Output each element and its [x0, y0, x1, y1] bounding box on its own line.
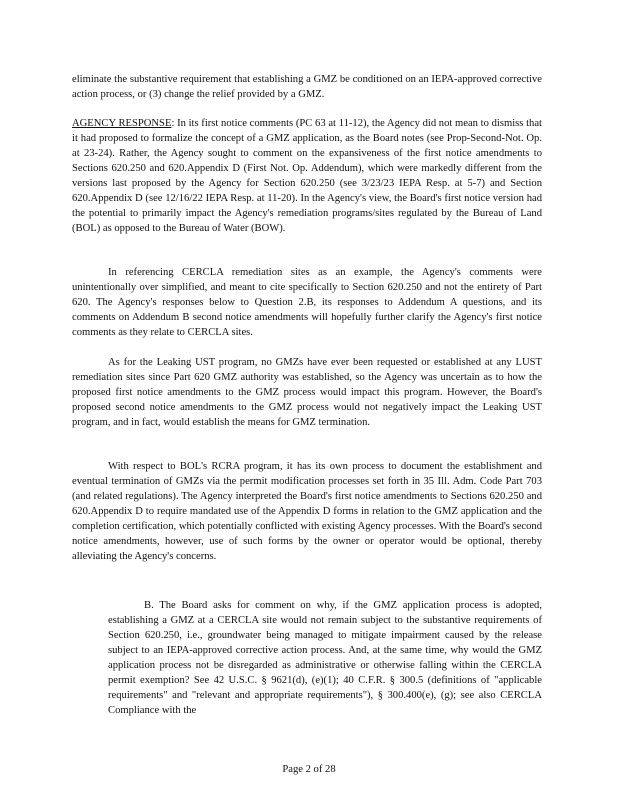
agency-response-paragraph	[72, 116, 542, 236]
agency-response-heading: AGENCY RESPONSE	[72, 118, 172, 129]
cercla-paragraph: In referencing CERCLA remediation sites as an example, the Agency's comments were unintentionally over simplified, and meant to cite specifically to Section 620.250 and not the entirety of Part 620. The Agency's responses below to Question 2.B, its responses to Addendum A questions, and its comments on Addendum B second notice amendments will hopefully further clarify the Agency's first notice comments as they relate to CERCLA sites.	[72, 267, 542, 338]
page-number: Page 2 of 28	[282, 764, 336, 775]
question-b-paragraph: B. The Board asks for comment on why, if the GMZ application process is adopted, establishing a GMZ at a CERCLA site would not remain subject to the substantive requirements of Section 620.250, i.e., groundwater being managed to mitigate impairment caused by the release subject to an IEPA-approved corrective action process. And, at the same time, why would the GMZ application process not be disregarded as administrative or otherwise falling within the CERCLA permit exemption? See 42 U.S.C. § 9621(d), (e)(1); 40 C.F.R. § 300.5 (definitions of "applicable requirements" and "relevant and appropriate requirements"), § 300.400(e), (g); see also CERCLA Compliance with the	[108, 600, 542, 716]
agency-response-text: : In its first notice comments (PC 63 at 11-12), the Agency did not mean to dismiss that it had proposed to formalize the concept of a GMZ application, as the Board notes (see Prop-Second-Not. Op. at 23-24). Rather, the Agency sought to comment on the expansiveness of the first notice amendments to Sections 620.250 and 620.Appendix D (First Not. Op. Addendum), which were markedly different from the versions last proposed by the Agency for Section 620.250 (see 3/23/23 IEPA Resp. at 5-7) and Section 620.Appendix D (see 12/16/22 IEPA Resp. at 11-20). In the Agency's view, the Board's first notice version had the potential to primarily impact the Agency's remediation programs/sites regulated by the Bureau of Land (BOL) as opposed to the Bureau of Water (BOW).	[72, 118, 542, 234]
lust-paragraph: As for the Leaking UST program, no GMZs have ever been requested or established at any LUST remediation sites since Part 620 GMZ authority was established, so the Agency was uncertain as to how the proposed first notice amendments to the GMZ process would impact this program. However, the Board's proposed second notice amendments to the GMZ process would not negatively impact the Leaking UST program, and in fact, would establish the means for GMZ termination.	[72, 357, 542, 428]
rcra-paragraph: With respect to BOL's RCRA program, it has its own process to document the establishment and eventual termination of GMZs via the permit modification processes set forth in 35 Ill. Adm. Code Part 703 (and related regulations). The Agency interpreted the Board's first notice amendments to Sections 620.250 and 620.Appendix D to require mandated use of the Appendix D forms in relation to the GMZ application and the completion certification, which potentially conflicted with existing Agency processes. With the Board's second notice amendments, however, use of such forms by the owner or operator would be optional, thereby alleviating the Agency's concerns.	[72, 461, 542, 562]
intro-paragraph: eliminate the substantive requirement that establishing a GMZ be conditioned on an IEPA-approved corrective action process, or (3) change the relief provided by a GMZ.	[72, 74, 542, 100]
